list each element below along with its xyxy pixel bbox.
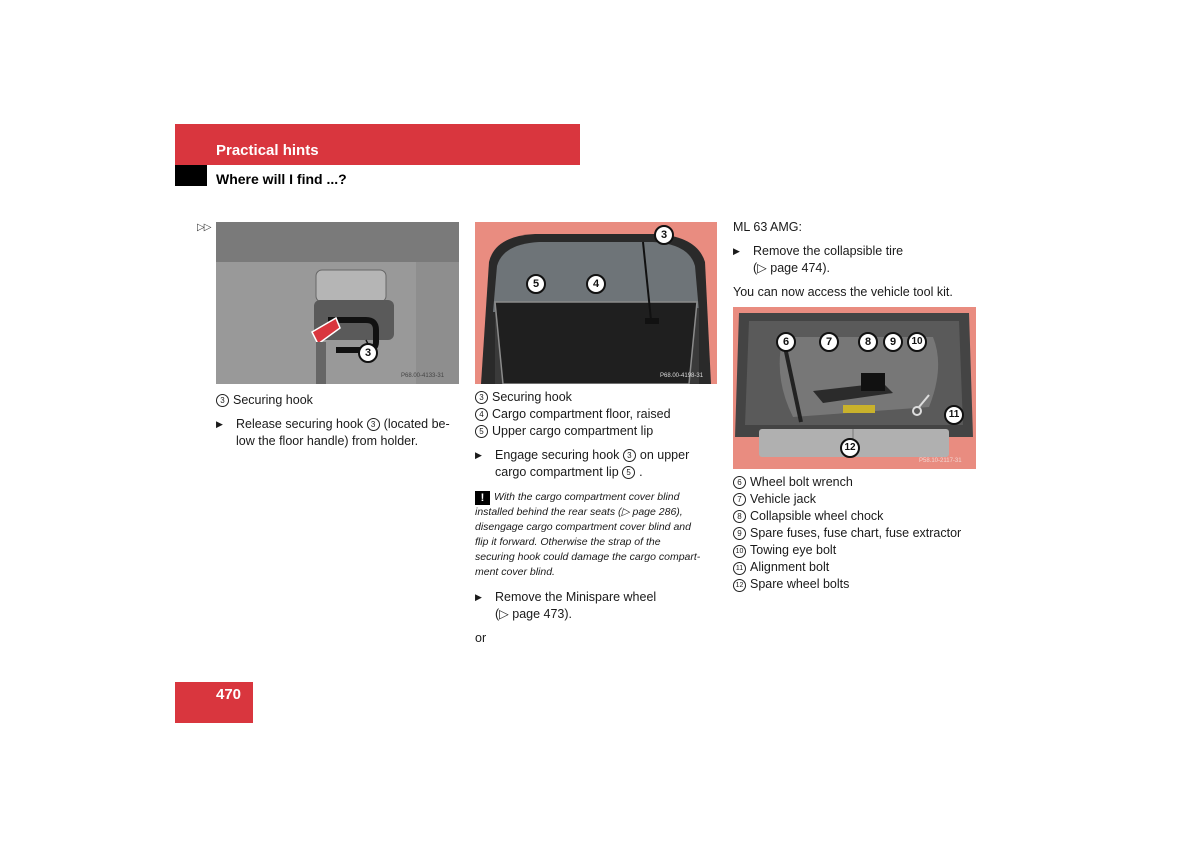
figure-tool-kit	[733, 307, 976, 469]
legend-item: 4 Cargo compartment floor, raised	[475, 406, 700, 423]
column-3-intro: ML 63 AMG: ▶ Remove the collapsible tire (▷ page 474). You can now access the vehicle tool kit.	[733, 220, 953, 299]
column-1-text: 3 Securing hook ▶ Release securing hook 3 (located be- low the floor handle) from holder.	[216, 393, 450, 448]
page-number-box	[175, 682, 253, 723]
access-text: You can now access the vehicle tool kit.	[733, 285, 953, 299]
figure-code: P68.00-4133-31	[401, 373, 445, 379]
continuation-marker: ▷▷	[197, 222, 211, 233]
or-text: or	[475, 631, 487, 645]
figure-cargo-compartment	[475, 222, 717, 384]
callout-7: 7	[819, 332, 839, 352]
legend-item: 8 Collapsible wheel chock	[733, 508, 961, 525]
legend-item: 12 Spare wheel bolts	[733, 576, 961, 593]
legend-item: 5 Upper cargo compartment lip	[475, 423, 700, 440]
page-number: 470	[216, 686, 242, 703]
callout-3: 3	[358, 343, 378, 363]
model-heading: ML 63 AMG:	[733, 220, 803, 234]
callout-10: 10	[907, 332, 927, 352]
legend-item: 3 Securing hook	[216, 392, 450, 409]
bullet-icon: ▶	[475, 450, 482, 460]
column-3-legend	[733, 474, 961, 593]
instruction-step: ▶ Release securing hook 3 (located be-	[216, 417, 450, 431]
header-tab-marker	[175, 165, 207, 186]
callout-11: 11	[944, 405, 964, 425]
callout-3: 3	[654, 225, 674, 245]
warning-icon: !	[475, 491, 490, 505]
figure-code: P58.10-2117-31	[919, 458, 962, 464]
bullet-icon: ▶	[475, 592, 482, 602]
instruction-step: ▶ Remove the Minispare wheel	[475, 590, 657, 604]
legend-item: 3 Securing hook	[475, 389, 700, 406]
section-subtitle: Where will I find ...?	[216, 171, 347, 187]
cargo-compartment-illustration	[475, 222, 717, 384]
figure-securing-hook	[216, 222, 459, 384]
legend-item: 11 Alignment bolt	[733, 559, 961, 576]
bullet-icon: ▶	[216, 419, 223, 429]
callout-9: 9	[883, 332, 903, 352]
callout-4: 4	[586, 274, 606, 294]
legend-item: 10 Towing eye bolt	[733, 542, 961, 559]
column-2-text: 3 Securing hook 4 Cargo compartment floor, raised 5 Upper cargo compartment lip ▶ Engage securing hook 3 on upper cargo compartment lip 5 . ! With the cargo compartment cover blind installed behind the rear seats (▷ page 286), disengage cargo compartment cover blind and flip it forward. Otherwise the strap of the securing hook could damage the cargo compart- ment cover blind. ▶ Remove the Minispare wheel (▷ page 473). or	[475, 390, 701, 645]
instruction-step: ▶ Engage securing hook 3 on upper	[475, 448, 690, 462]
section-title: Practical hints	[216, 142, 319, 159]
warning-note: ! With the cargo compartment cover blind installed behind the rear seats (▷ page 286), disengage cargo compartment cover blind and flip it forward. Otherwise the strap of the securing hook could damage the cargo compart- ment cover blind.	[475, 491, 701, 578]
figure-code: P68.00-4198-31	[660, 373, 704, 379]
legend-item: 6 Wheel bolt wrench	[733, 474, 961, 491]
legend-item: 7 Vehicle jack	[733, 491, 961, 508]
callout-6: 6	[776, 332, 796, 352]
callout-12: 12	[840, 438, 860, 458]
callout-8: 8	[858, 332, 878, 352]
legend-item: 9 Spare fuses, fuse chart, fuse extractor	[733, 525, 961, 542]
callout-5: 5	[526, 274, 546, 294]
instruction-step: ▶ Remove the collapsible tire	[733, 244, 904, 258]
securing-hook-illustration	[216, 222, 459, 384]
bullet-icon: ▶	[733, 246, 740, 256]
